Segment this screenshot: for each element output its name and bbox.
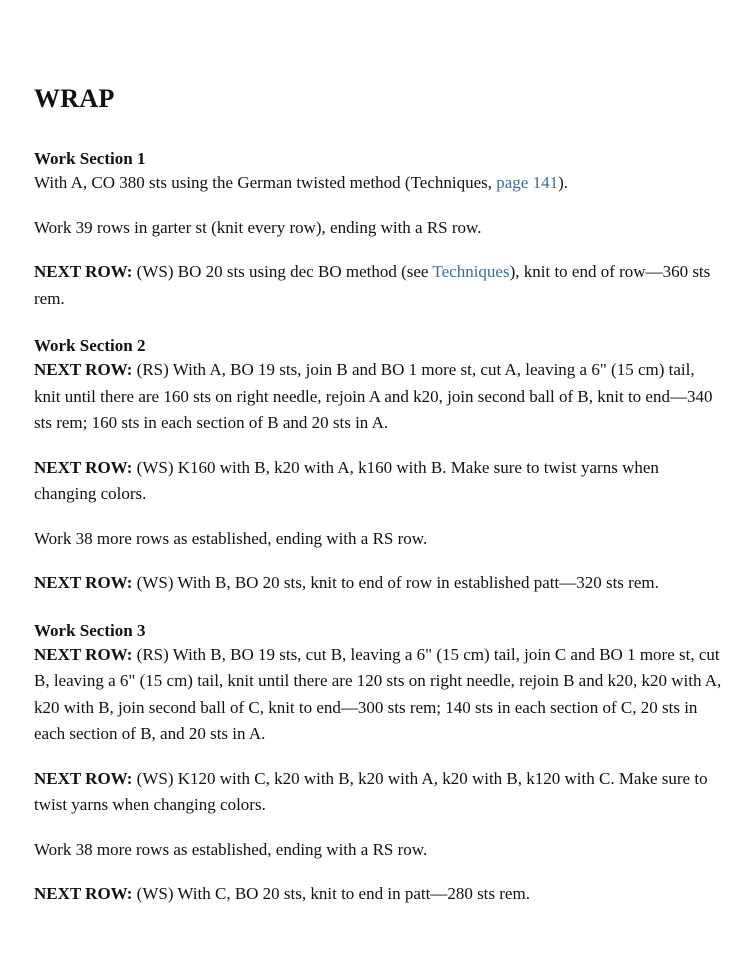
section-heading: Work Section 1 — [34, 149, 146, 168]
instruction-paragraph — [34, 259, 724, 312]
instruction-paragraph — [34, 455, 724, 508]
paragraph-text: (WS) With B, BO 20 sts, knit to end of row in established patt—320 sts rem. — [132, 573, 659, 592]
next-row-label: NEXT ROW: — [34, 360, 133, 379]
paragraph-text: Work 38 more rows as established, ending with a RS row. — [34, 528, 428, 548]
section-heading: Work Section 2 — [34, 336, 146, 355]
paragraph-text: Work 38 more rows as established, ending with a RS row. — [34, 839, 428, 859]
paragraph-text: (RS) With B, BO 19 sts, cut B, leaving a 6" (15 cm) tail, join C and BO 1 more st, cut B, leaving a 6" (15 cm) tail, knit until there are 120 sts on right needle, rejoin B and k20, k20 with A, k20 with B, join second ball of C, knit to end—300 sts rem; 140 sts in each section of C, 20 sts in each section of B, and 20 sts in A. — [34, 644, 722, 743]
instruction-paragraph — [34, 526, 724, 553]
paragraph-text: ). — [558, 173, 569, 192]
paragraph-text: ), knit to end of row—360 sts rem. — [34, 262, 711, 308]
work-section-1 — [34, 147, 724, 312]
paragraph-text: (WS) K160 with B, k20 with A, k160 with B. Make sure to twist yarns when changing colors. — [34, 457, 659, 503]
paragraph-text: (WS) With C, BO 20 sts, knit to end in patt—280 sts rem. — [132, 884, 530, 903]
pattern-content — [34, 147, 724, 908]
instruction-paragraph — [34, 766, 724, 819]
section-heading: Work Section 3 — [34, 620, 146, 640]
techniques-link[interactable]: Techniques — [432, 262, 510, 281]
paragraph-text: (RS) With A, BO 19 sts, join B and BO 1 more st, cut A, leaving a 6" (15 cm) tail, knit until there are 160 sts on right needle, rejoin A and k20, join second ball of B, knit to end—340 sts rem; 160 sts in each section of B and 20 sts in A. — [34, 360, 713, 432]
paragraph-text: (WS) K120 with C, k20 with B, k20 with A, k20 with B, k120 with C. Make sure to twist yarns when changing colors. — [34, 768, 708, 814]
next-row-label: NEXT ROW: — [34, 884, 133, 903]
next-row-label: NEXT ROW: — [34, 768, 133, 788]
instruction-paragraph — [34, 642, 724, 748]
paragraph-text: (WS) BO 20 sts using dec BO method (see — [132, 262, 433, 281]
next-row-label: NEXT ROW: — [34, 644, 133, 664]
paragraph-text: Work 39 rows in garter st (knit every row), ending with a RS row. — [34, 217, 482, 237]
page-title: WRAP — [34, 84, 115, 113]
instruction-paragraph — [34, 215, 724, 242]
instruction-paragraph — [34, 837, 724, 864]
page-141-link[interactable]: page 141 — [496, 173, 559, 192]
work-section-3 — [34, 619, 724, 908]
next-row-label: NEXT ROW: — [34, 573, 133, 592]
instruction-paragraph — [34, 570, 724, 597]
next-row-label: NEXT ROW: — [34, 262, 133, 281]
work-section-2 — [34, 334, 724, 597]
instruction-paragraph — [34, 170, 724, 197]
next-row-label: NEXT ROW: — [34, 457, 133, 477]
instruction-paragraph — [34, 881, 724, 908]
instruction-paragraph — [34, 357, 724, 437]
paragraph-text: With A, CO 380 sts using the German twisted method (Techniques, — [34, 173, 497, 192]
